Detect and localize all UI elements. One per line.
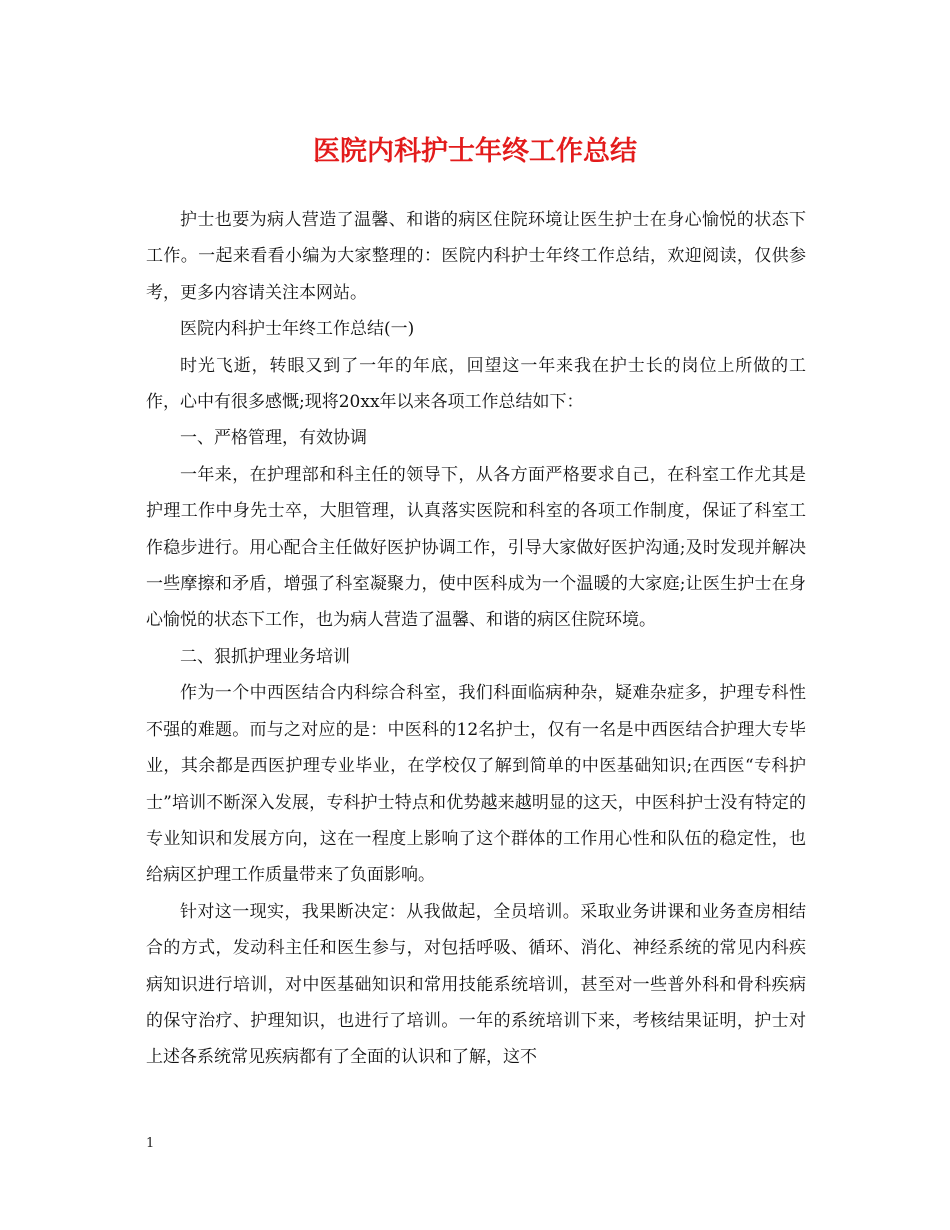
paragraph-section-1: 一年来，在护理部和科主任的领导下，从各方面严格要求自己，在科室工作尤其是护理工作中身先士卒，大胆管理，认真落实医院和科室的各项工作制度，保证了科室工作稳步进行。用心配合主任做好医护协调工作，引导大家做好医护沟通;及时发现并解决一些摩擦和矛盾，增强了科室凝聚力，使中医科成为一个温暖的大家庭;让医生护士在身心愉悦的状态下工作，也为病人营造了温馨、和谐的病区住院环境。 (146, 464, 806, 631)
document-title: 医院内科护士年终工作总结 (313, 136, 637, 167)
section-heading-2: 二、狠抓护理业务培训 (180, 646, 350, 667)
paragraph-opening: 时光飞逝，转眼又到了一年的年底，回望这一年来我在护士长的岗位上所做的工作，心中有很多感慨;现将20xx年以来各项工作总结如下： (146, 355, 806, 413)
page-number: 1 (146, 1136, 155, 1151)
document-body (146, 202, 806, 1076)
paragraph-section-2b: 针对这一现实，我果断决定：从我做起，全员培训。采取业务讲课和业务查房相结合的方式，发动科主任和医生参与，对包括呼吸、循环、消化、神经系统的常见内科疾病知识进行培训，对中医基础知识和常用技能系统培训，甚至对一些普外科和骨科疾病的保守治疗、护理知识，也进行了培训。一年的系统培训下来，考核结果证明，护士对上述各系统常见疾病都有了全面的认识和了解，这不 (146, 901, 806, 1068)
section-heading-1: 一、严格管理，有效协调 (180, 428, 367, 449)
paragraph-subtitle: 医院内科护士年终工作总结(一) (180, 319, 415, 340)
paragraph-intro: 护士也要为病人营造了温馨、和谐的病区住院环境让医生护士在身心愉悦的状态下工作。一起来看看小编为大家整理的：医院内科护士年终工作总结，欢迎阅读，仅供参考，更多内容请关注本网站。 (146, 210, 806, 303)
paragraph-section-2a: 作为一个中西医结合内科综合科室，我们科面临病种杂，疑难杂症多，护理专科性不强的难题。而与之对应的是：中医科的12名护士，仅有一名是中西医结合护理大专毕业，其余都是西医护理专业毕业，在学校仅了解到简单的中医基础知识;在西医“专科护士”培训不断深入发展，专科护士特点和优势越来越明显的这天，中医科护士没有特定的专业知识和发展方向，这在一程度上影响了这个群体的工作用心性和队伍的稳定性，也给病区护理工作质量带来了负面影响。 (146, 683, 806, 886)
